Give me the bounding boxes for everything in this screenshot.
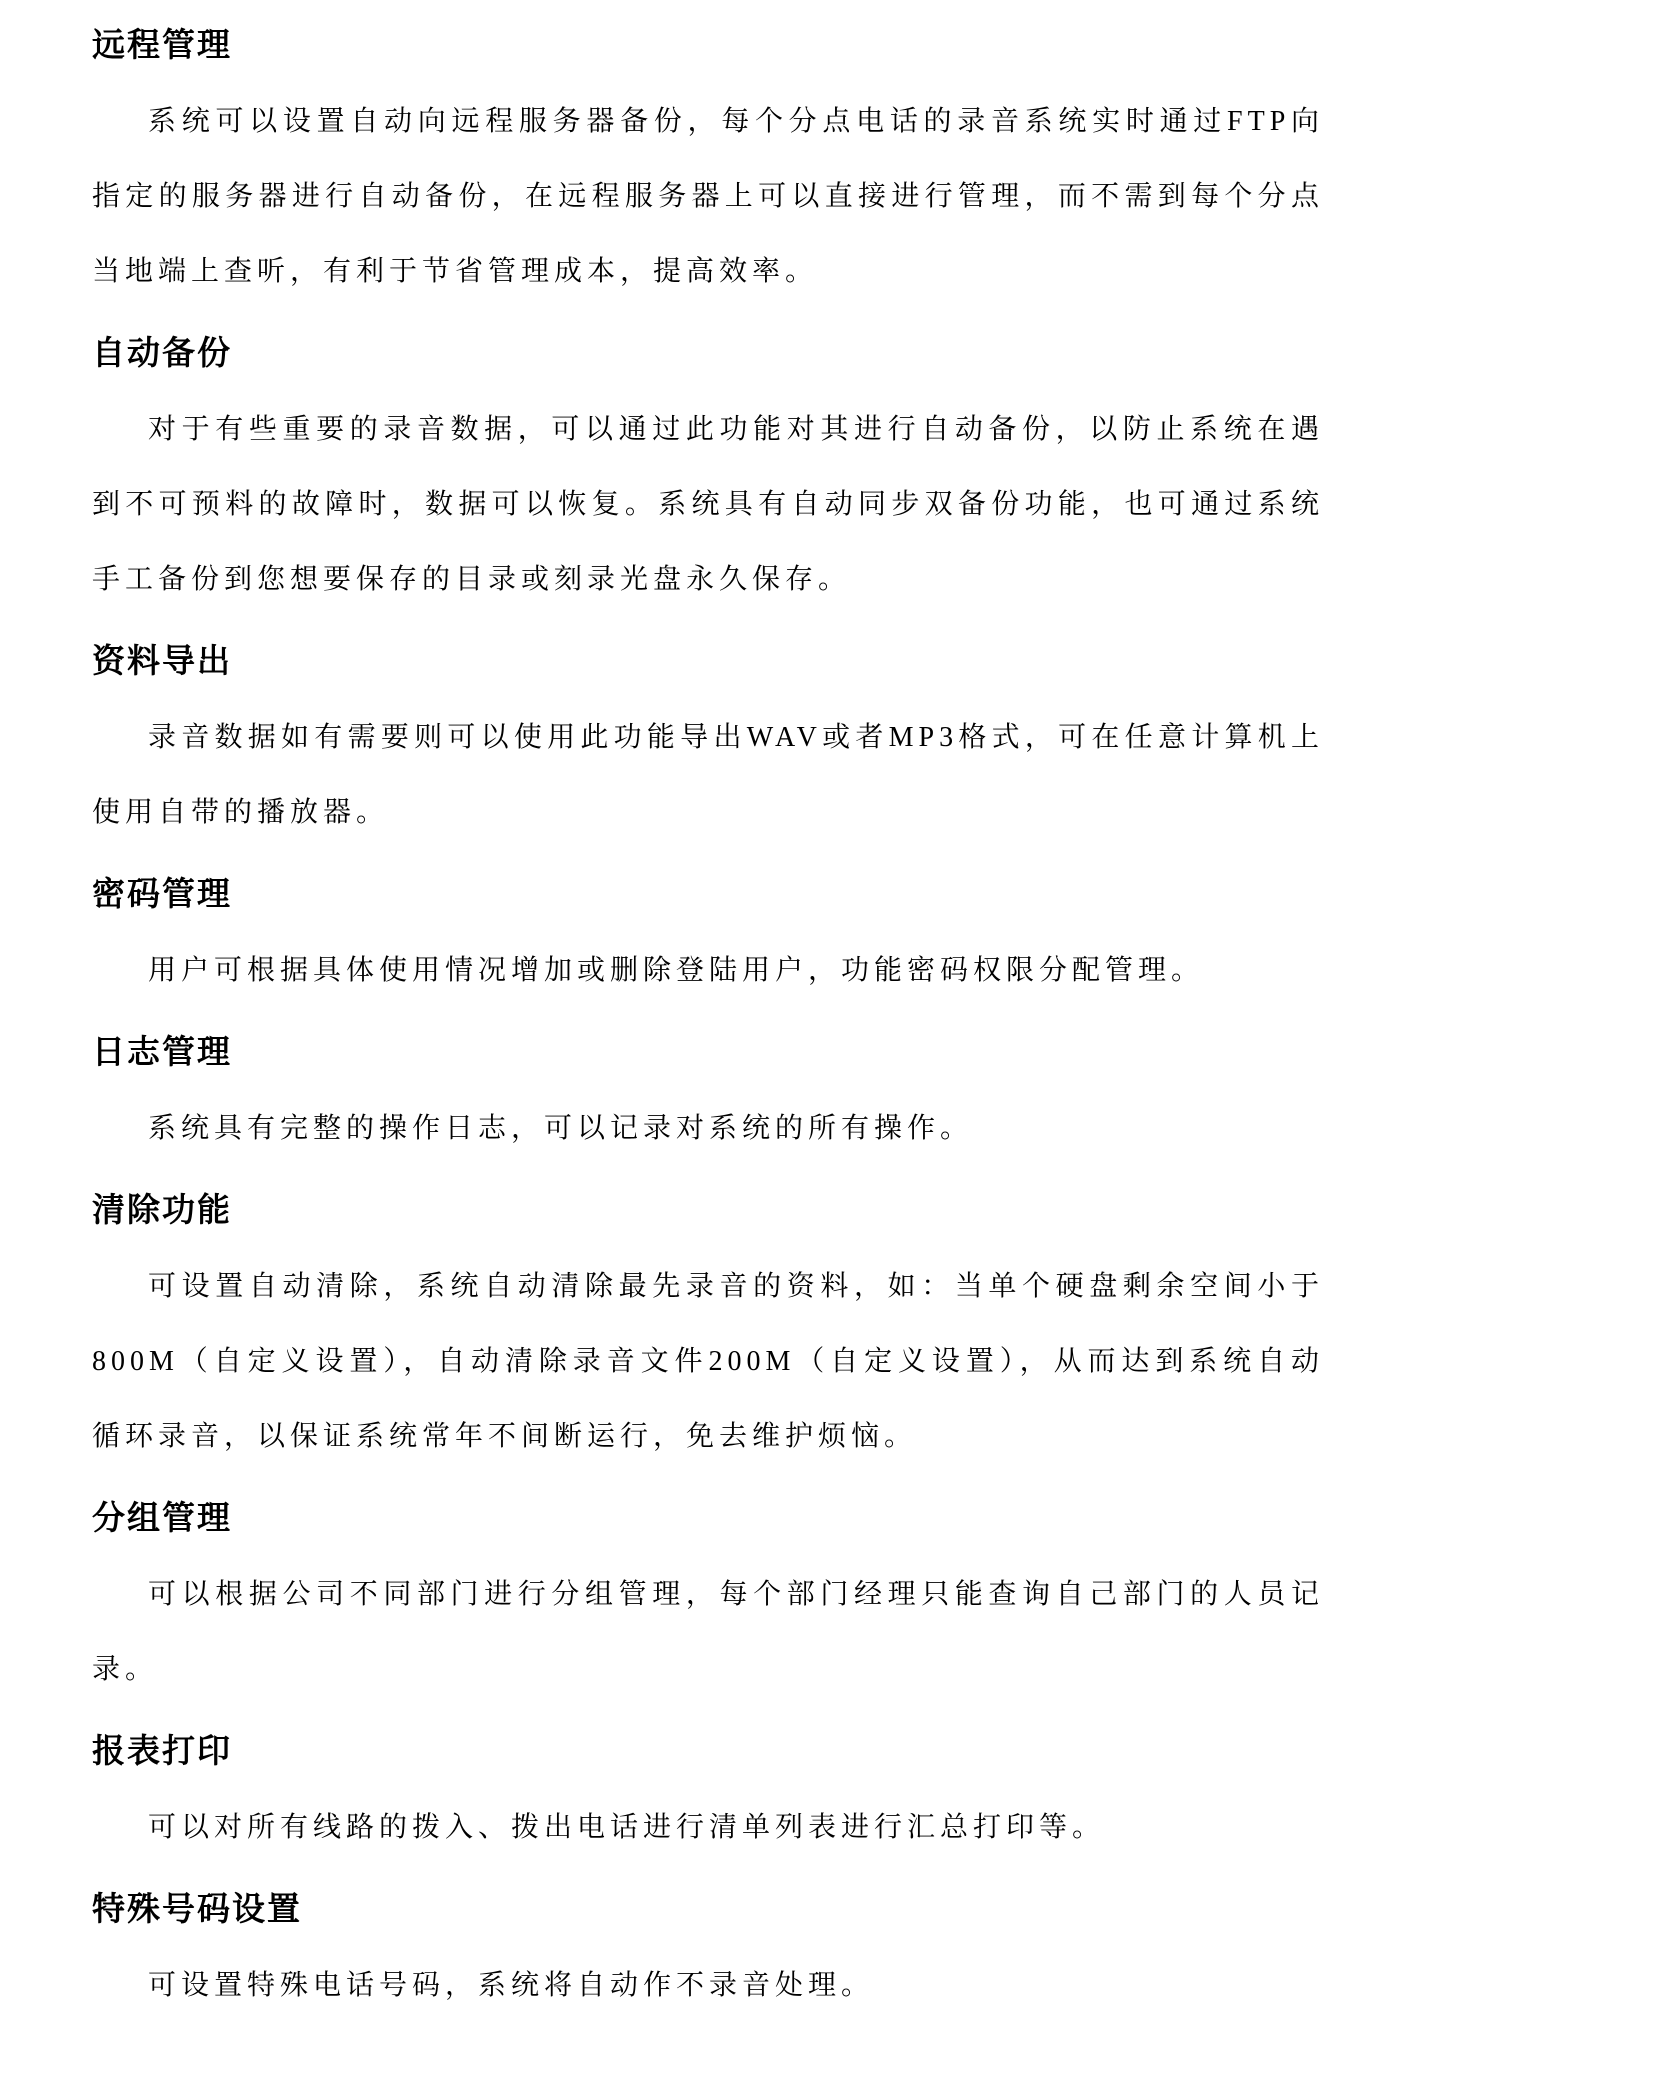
section-heading-clear-function: 清除功能 <box>92 1193 232 1229</box>
paragraph-log-management: 系统具有完整的操作日志，可以记录对系统的所有操作。 <box>148 1113 974 1144</box>
paragraph-special-number-settings: 可设置特殊电话号码，系统将自动作不录音处理。 <box>148 1970 875 2001</box>
paragraph-auto-backup: 对于有些重要的录音数据，可以通过此功能对其进行自动备份，以防止系统在遇到不可预料的故障时，数据可以恢复。系统具有自动同步双备份功能，也可通过系统手工备份到您想要保存的目录或刻录光盘永久保存。 <box>92 414 1324 595</box>
section-heading-log-management: 日志管理 <box>92 1035 232 1071</box>
section-group-management <box>92 1499 1324 1707</box>
paragraph-group-management: 可以根据公司不同部门进行分组管理，每个部门经理只能查询自己部门的人员记录。 <box>92 1579 1324 1685</box>
section-heading-password-management: 密码管理 <box>92 877 232 913</box>
section-clear-function <box>92 1191 1324 1474</box>
section-heading-auto-backup: 自动备份 <box>92 336 232 372</box>
section-special-number-settings <box>92 1890 1324 2023</box>
section-auto-backup <box>92 334 1324 617</box>
section-heading-group-management: 分组管理 <box>92 1501 232 1537</box>
section-report-printing <box>92 1732 1324 1865</box>
section-heading-report-printing: 报表打印 <box>92 1734 232 1770</box>
section-password-management <box>92 875 1324 1008</box>
section-log-management <box>92 1033 1324 1166</box>
paragraph-data-export: 录音数据如有需要则可以使用此功能导出WAV或者MP3格式，可在任意计算机上使用自带的播放器。 <box>92 722 1324 828</box>
section-data-export <box>92 642 1324 850</box>
section-remote-management <box>92 26 1324 309</box>
document-page <box>92 26 1324 2023</box>
paragraph-password-management: 用户可根据具体使用情况增加或删除登陆用户，功能密码权限分配管理。 <box>148 955 1205 986</box>
section-heading-data-export: 资料导出 <box>92 644 232 680</box>
section-heading-remote-management: 远程管理 <box>92 28 232 64</box>
paragraph-report-printing: 可以对所有线路的拨入、拨出电话进行清单列表进行汇总打印等。 <box>148 1812 1106 1843</box>
paragraph-remote-management: 系统可以设置自动向远程服务器备份，每个分点电话的录音系统实时通过FTP向指定的服务器进行自动备份，在远程服务器上可以直接进行管理，而不需到每个分点当地端上查听，有利于节省管理成本，提高效率。 <box>92 106 1324 287</box>
section-heading-special-number-settings: 特殊号码设置 <box>92 1892 302 1928</box>
paragraph-clear-function: 可设置自动清除，系统自动清除最先录音的资料，如：当单个硬盘剩余空间小于800M（自定义设置），自动清除录音文件200M（自定义设置），从而达到系统自动循环录音，以保证系统常年不间断运行，免去维护烦恼。 <box>92 1271 1324 1452</box>
